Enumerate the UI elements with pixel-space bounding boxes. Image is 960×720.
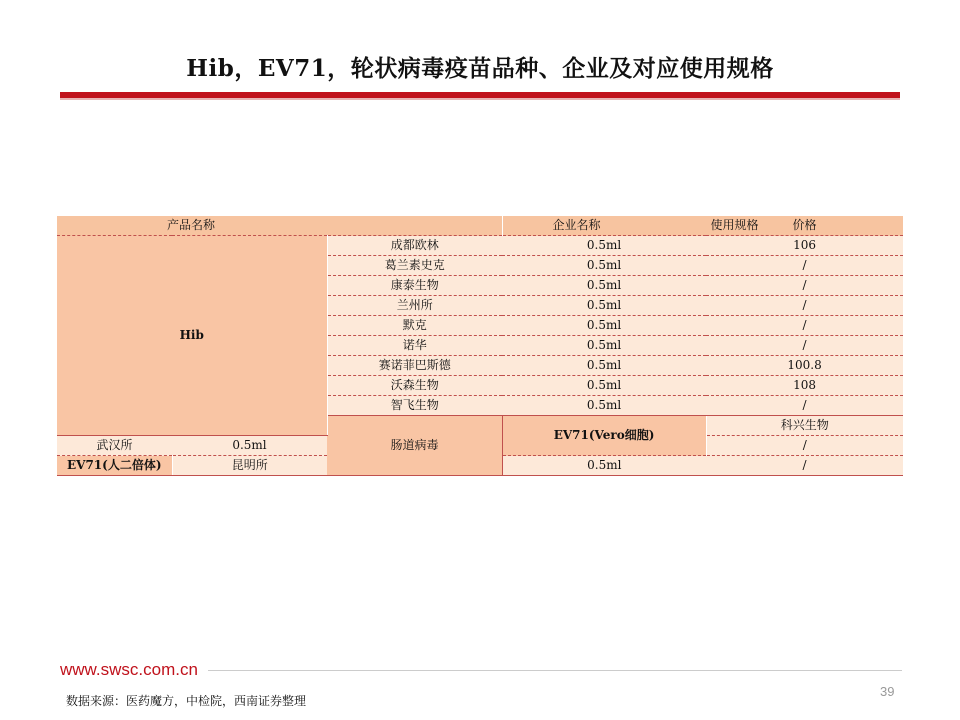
price-cell: 100.8: [706, 356, 903, 376]
group-hib: Hib: [57, 236, 327, 436]
spec-cell: 0.5ml: [502, 336, 706, 356]
group-ev71-diploid: EV71(人二倍体): [57, 456, 172, 476]
company-cell: 智飞生物: [327, 396, 502, 416]
price-cell: /: [706, 396, 903, 416]
data-source-note: 数据来源：医药魔方，中检院，西南证券整理: [66, 694, 307, 708]
price-cell: 106: [706, 236, 903, 256]
company-cell: 武汉所: [57, 436, 172, 456]
company-cell: 科兴生物: [706, 416, 903, 436]
price-cell: /: [706, 316, 903, 336]
price-cell: /: [706, 296, 903, 316]
spec-cell: 0.5ml: [502, 396, 706, 416]
spec-cell: 0.5ml: [502, 256, 706, 276]
price-cell: /: [706, 336, 903, 356]
spec-cell: 0.5ml: [502, 456, 706, 476]
page-number: 39: [880, 684, 895, 699]
header-price: 价格: [706, 216, 903, 236]
price-cell: /: [706, 256, 903, 276]
footer-divider: [208, 670, 902, 671]
header-company: 企业名称 使用规格: [502, 216, 706, 236]
spec-cell: 0.5ml: [502, 376, 706, 396]
group-ev71-vero: EV71(Vero细胞): [502, 416, 706, 456]
table-row: [57, 236, 903, 256]
page-title: Hib，EV71，轮状病毒疫苗品种、企业及对应使用规格: [186, 55, 774, 82]
company-cell: 成都欧林: [327, 236, 502, 256]
vaccine-spec-table: [57, 216, 903, 476]
spec-cell: 0.5ml: [502, 276, 706, 296]
price-cell: 108: [706, 376, 903, 396]
company-cell: 赛诺菲巴斯德: [327, 356, 502, 376]
price-cell: /: [706, 276, 903, 296]
price-cell: /: [706, 456, 903, 476]
spec-cell: 0.5ml: [502, 236, 706, 256]
footer-url: www.swsc.com.cn: [60, 660, 198, 679]
header-spec: 使用规格: [710, 218, 759, 232]
spec-cell: 0.5ml: [502, 356, 706, 376]
company-cell: 昆明所: [172, 456, 327, 476]
title-underline-shadow: [60, 98, 900, 100]
company-cell: 默克: [327, 316, 502, 336]
company-cell: 诺华: [327, 336, 502, 356]
company-cell: 康泰生物: [327, 276, 502, 296]
price-cell: /: [706, 436, 903, 456]
header-product: 产品名称: [57, 216, 502, 236]
company-cell: 沃森生物: [327, 376, 502, 396]
company-cell: 兰州所: [327, 296, 502, 316]
table-header-row: [57, 216, 903, 236]
spec-cell: 0.5ml: [172, 436, 327, 456]
spec-cell: 0.5ml: [502, 296, 706, 316]
company-cell: 葛兰素史克: [327, 256, 502, 276]
group-enterovirus: 肠道病毒: [327, 416, 502, 476]
spec-cell: 0.5ml: [502, 316, 706, 336]
